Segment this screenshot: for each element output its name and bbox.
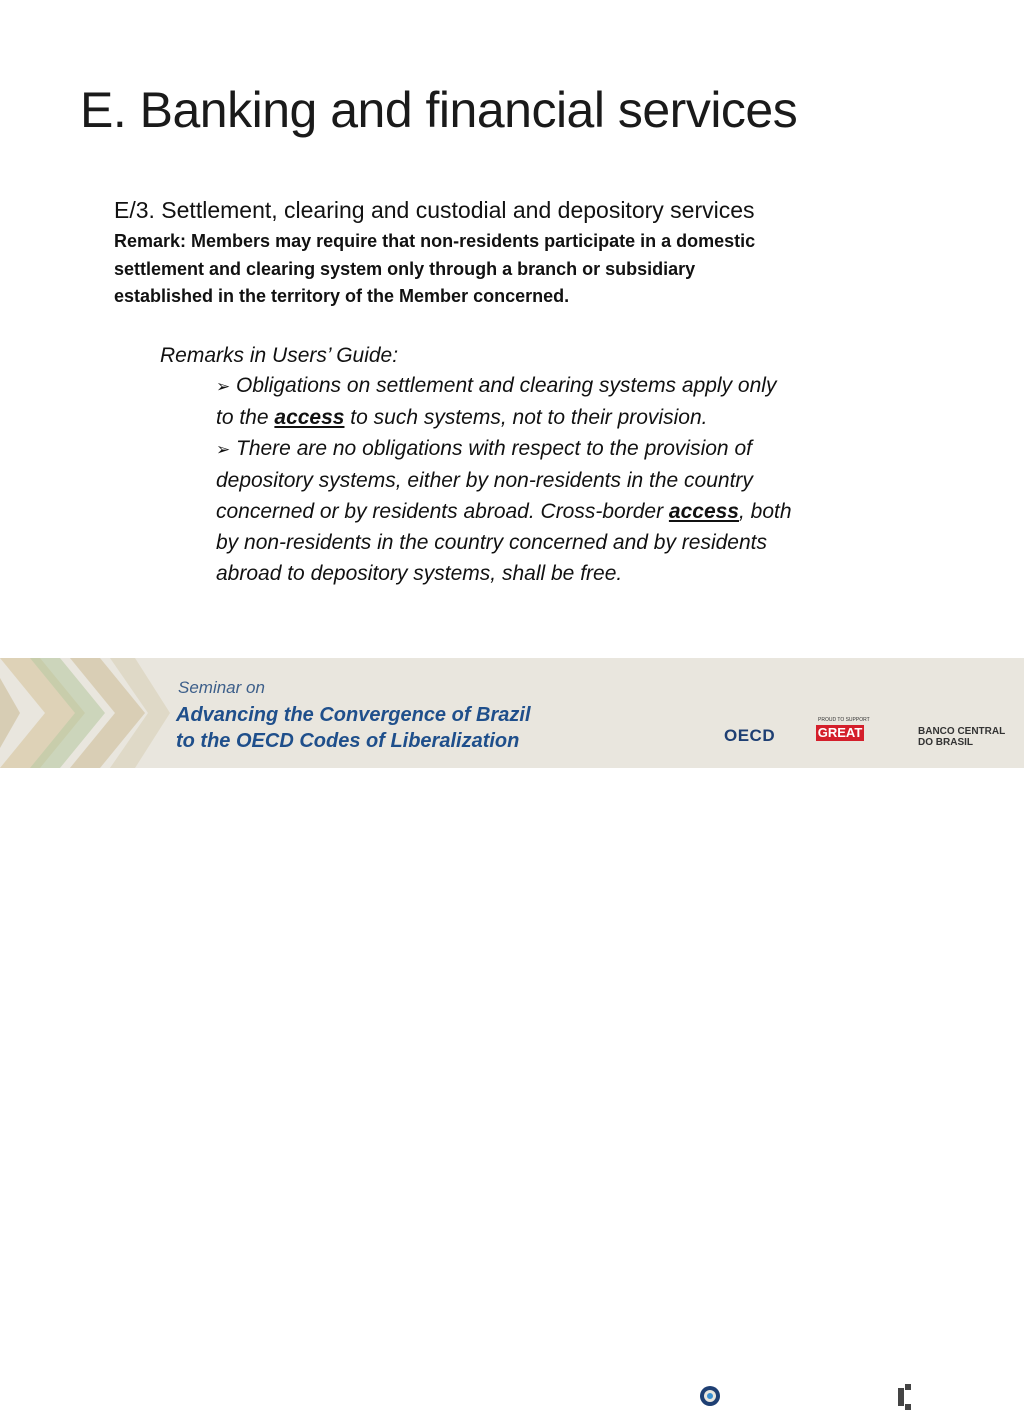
bullet-2-line: depository systems, either by non-residents in the country	[216, 469, 753, 492]
remark-line: established in the territory of the Member concerned.	[114, 286, 570, 306]
remark-line: settlement and clearing system only through a branch or subsidiary	[114, 258, 696, 279]
arrow-bullet-icon: ➢	[216, 377, 231, 396]
bullet-2-line: ➢ There are no obligations with respect to the provision of	[216, 433, 856, 465]
oecd-wordmark: OECD	[724, 726, 776, 745]
great-logo: GREAT	[817, 725, 863, 740]
decorative-pattern-icon	[0, 658, 170, 768]
oecd-logo-icon	[698, 1380, 788, 1414]
great-tagline: PROUD TO SUPPORT	[818, 717, 870, 723]
bullet-2-line: concerned or by residents abroad. Cross-border access, both	[216, 500, 792, 523]
seminar-label: Seminar on	[178, 678, 265, 697]
slide-title: E. Banking and financial services	[80, 82, 798, 138]
users-guide-bullets	[216, 370, 856, 589]
bullet-2-line: abroad to depository systems, shall be free.	[216, 562, 623, 585]
users-guide-heading: Remarks in Users’ Guide:	[160, 344, 399, 367]
bullet-2-line: by non-residents in the country concerned and by residents	[216, 531, 767, 554]
seminar-title-line: Advancing the Convergence of Brazil	[176, 704, 531, 726]
section-subtitle: E/3. Settlement, clearing and custodial and depository services	[114, 197, 755, 223]
remark-line: Remark: Members may require that non-residents participate in a domestic	[114, 231, 756, 251]
bullet-1-line: to the access to such systems, not to their provision.	[216, 406, 708, 429]
bullet-1-line: ➢ Obligations on settlement and clearing systems apply only	[216, 370, 856, 402]
banco-central-wordmark: BANCO CENTRAL DO BRASIL	[918, 726, 1006, 748]
remark-block	[114, 228, 874, 311]
access-emphasis: access	[668, 500, 739, 523]
banco-central-logo-icon	[896, 1382, 1008, 1412]
arrow-bullet-icon: ➢	[216, 440, 231, 459]
access-emphasis: access	[274, 406, 345, 429]
seminar-title-line: to the OECD Codes of Liberalization	[176, 730, 520, 752]
